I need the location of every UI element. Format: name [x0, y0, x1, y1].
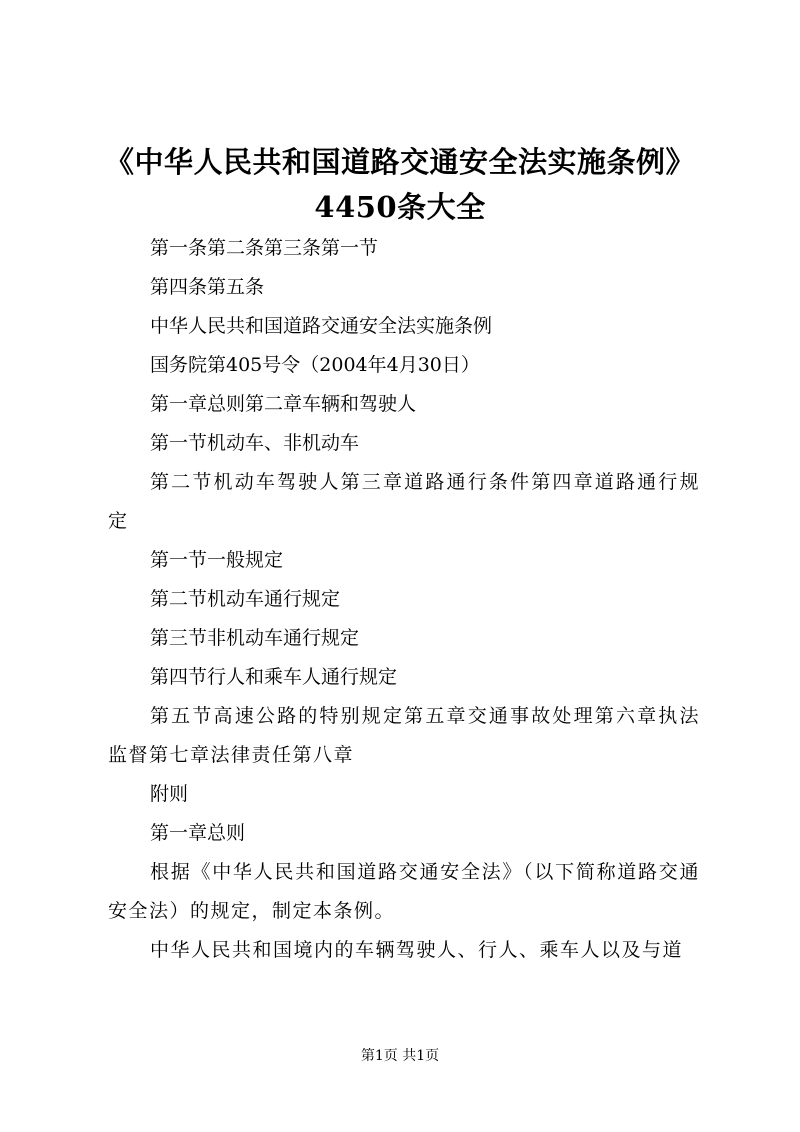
document-title: [90, 140, 710, 230]
paragraph: 根据《中华人民共和国道路交通安全法》（以下简称道路交通安全法）的规定，制定本条例。: [108, 861, 700, 922]
paragraph: 第一条第二条第三条第一节: [150, 237, 379, 259]
paragraph: 第四条第五条: [150, 276, 265, 298]
paragraph: 第一章总则第二章车辆和驾驶人: [150, 393, 417, 415]
paragraph: 第五节高速公路的特别规定第五章交通事故处理第六章执法监督第七章法律责任第八章: [108, 705, 700, 766]
title-line-2: 4450条大全: [314, 190, 486, 224]
title-line-1: 《中华人民共和国道路交通安全法实施条例》: [104, 145, 695, 179]
paragraph: 第二节机动车驾驶人第三章道路通行条件第四章道路通行规定: [108, 471, 700, 532]
paragraph: 中华人民共和国道路交通安全法实施条例: [150, 315, 493, 337]
page-footer: 第1页 共1页: [360, 1048, 440, 1064]
paragraph: 第二节机动车通行规定: [150, 588, 341, 610]
paragraph: 第四节行人和乘车人通行规定: [150, 666, 398, 688]
paragraph: 第一节一般规定: [150, 549, 284, 571]
document-body: [108, 229, 700, 970]
paragraph: 第三节非机动车通行规定: [150, 627, 360, 649]
paragraph: 国务院第405号令（2004年4月30日）: [150, 354, 480, 376]
paragraph: 中华人民共和国境内的车辆驾驶人、行人、乘车人以及与道: [150, 939, 684, 961]
paragraph: 第一章总则: [150, 822, 246, 844]
paragraph: 第一节机动车、非机动车: [150, 432, 360, 454]
paragraph: 附则: [150, 783, 189, 805]
